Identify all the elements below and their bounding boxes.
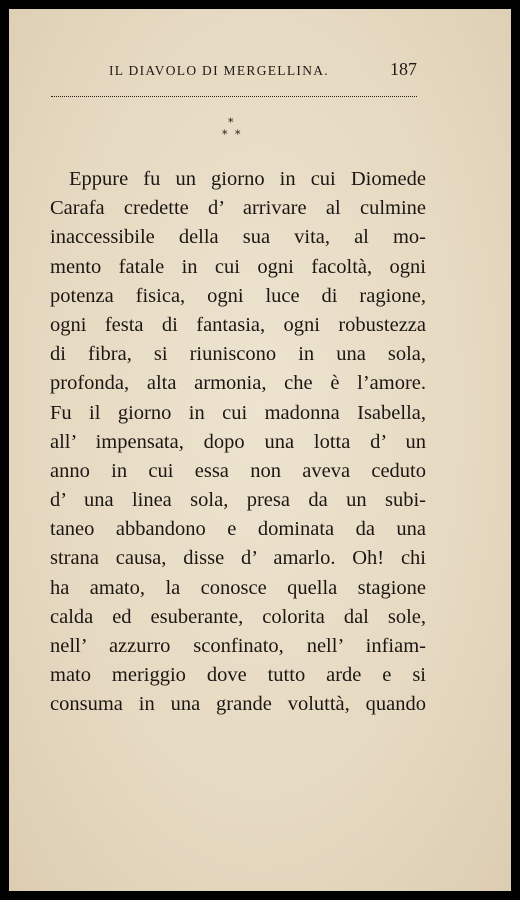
text-line: calda ed esuberante, colorita dal sole,	[50, 605, 426, 628]
body-paragraph	[50, 165, 426, 720]
text-line: Carafa credette d’ arrivare al culmine	[50, 197, 426, 220]
page-number: 187	[390, 59, 417, 79]
book-page	[9, 9, 511, 891]
text-line: all’ impensata, dopo una lotta d’ un	[50, 430, 426, 453]
header-rule	[51, 96, 417, 97]
text-line: profonda, alta armonia, che è l’amore.	[50, 372, 426, 395]
text-line: potenza fisica, ogni luce di ragione,	[50, 284, 426, 307]
text-line: nell’ azzurro sconfinato, nell’ infiam-	[50, 635, 426, 657]
text-line: ha amato, la conosce quella stagione	[50, 576, 426, 599]
text-line: inaccessibile della sua vita, al mo-	[50, 226, 426, 249]
asterism-star: *	[228, 116, 234, 129]
asterism-star: *	[222, 128, 228, 141]
text-line: mato meriggio dove tutto arde e si	[50, 664, 426, 687]
running-head	[51, 59, 417, 87]
text-line: consuma in una grande voluttà, quando	[50, 693, 426, 716]
text-line: mento fatale in cui ogni facoltà, ogni	[50, 255, 426, 278]
text-line: taneo abbandono e dominata da una	[50, 518, 426, 541]
text-line: d’ una linea sola, presa da un subi-	[50, 489, 426, 512]
text-line: ogni festa di fantasia, ogni robustezza	[50, 313, 426, 336]
text-line: Fu il giorno in cui madonna Isabella,	[50, 401, 426, 424]
text-line: anno in cui essa non aveva ceduto	[50, 459, 426, 482]
asterism-star: *	[235, 128, 241, 141]
text-line: di fibra, si riuniscono in una sola,	[50, 343, 426, 366]
running-title: IL DIAVOLO DI MERGELLINA.	[109, 63, 329, 78]
text-line: strana causa, disse d’ amarlo. Oh! chi	[50, 547, 426, 570]
section-break-asterism	[218, 117, 248, 147]
text-line: Eppure fu un giorno in cui Diomede	[69, 168, 426, 190]
